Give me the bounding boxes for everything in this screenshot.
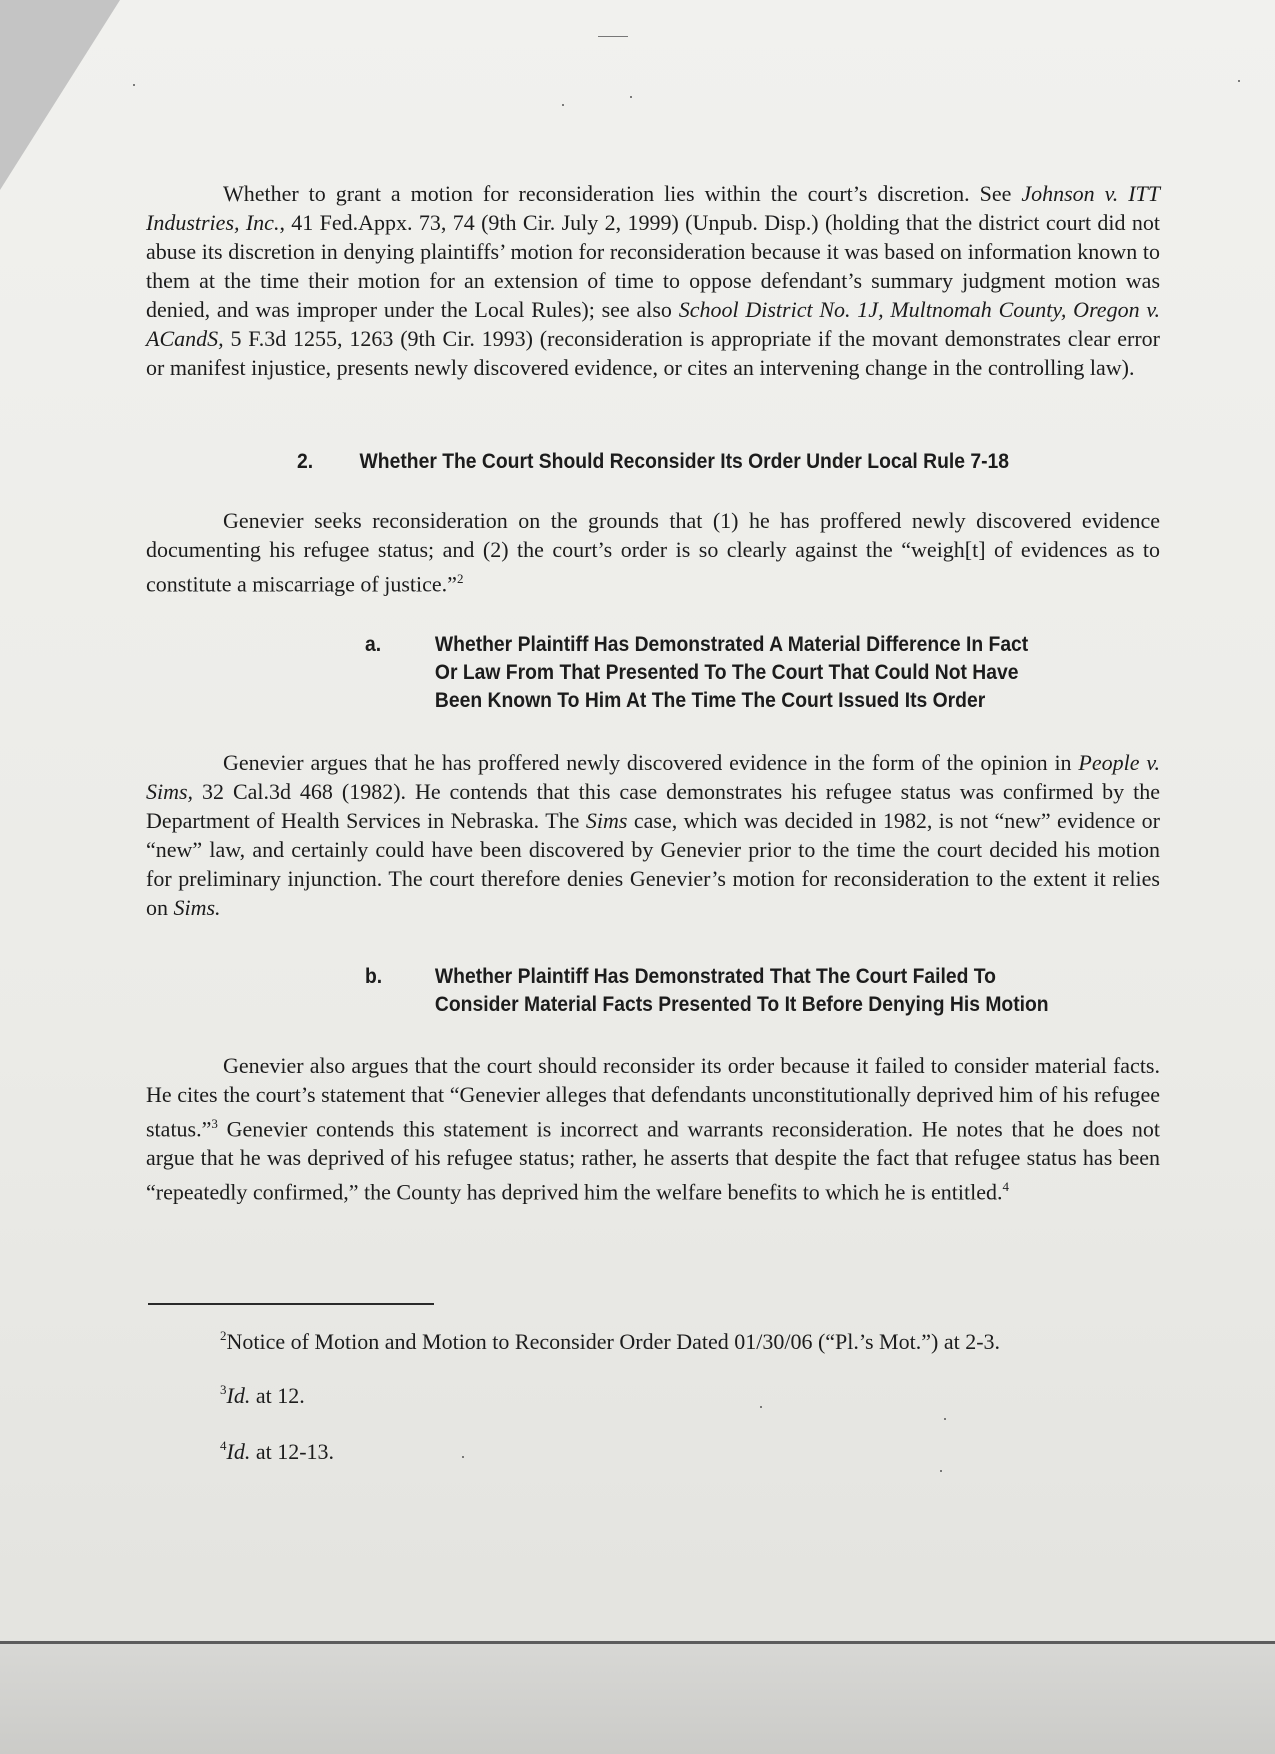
footnote-2	[220, 1322, 1000, 1356]
footnote-number: 2	[220, 1328, 227, 1343]
scan-speck	[630, 96, 632, 98]
footnote-text: Notice of Motion and Motion to Reconsider Order Dated 01/30/06 (“Pl.’s Mot.”) at 2-3.	[226, 1329, 1001, 1354]
subsection-title-line: Whether Plaintiff Has Demonstrated That The Court Failed To	[434, 965, 996, 988]
paragraph-grounds	[146, 506, 1160, 598]
paragraph-text: 32 Cal.3d 468 (1982). He contends that this case demonstrates his refugee status was confirmed by the Department of Health Services in Nebraska. The	[146, 779, 1160, 833]
scan-speck	[1238, 80, 1240, 82]
footnote-4	[220, 1432, 334, 1466]
section-number: 2.	[297, 450, 314, 473]
section-heading-2	[297, 448, 1125, 476]
paragraph-text: case, which was decided in 1982, is not “new” evidence or “new” law, and certainly could have been discovered by Genevier prior to the time the court decided his motion for preliminary injunction. The court therefore denies Genevier’s motion for reconsideration to the extent it relies on	[146, 808, 1160, 920]
paragraph-text: Genevier seeks reconsideration on the grounds that (1) he has proffered newly discovered evidence documenting his refugee status; and (2) the court’s order is so clearly against the “weigh[t] of evidences as to constitute a miscarriage of justice.”	[146, 508, 1160, 597]
scan-speck	[760, 1406, 762, 1408]
case-citation: School District No. 1J, Multnomah County, Oregon v. ACandS,	[146, 297, 1160, 351]
subsection-title-line: Consider Material Facts Presented To It Before Denying His Motion	[434, 993, 1049, 1016]
scan-speck	[462, 1456, 464, 1458]
subsection-letter: b.	[365, 965, 383, 988]
case-citation: Sims	[585, 808, 628, 833]
scan-speck	[133, 84, 135, 86]
case-citation: People v. Sims,	[146, 750, 1160, 804]
paragraph-text: , 41 Fed.Appx. 73, 74 (9th Cir. July 2, 1999) (Unpub. Disp.) (holding that the district court did not abuse its discretion in denying plaintiffs’ motion for reconsideration because it was based on information known to them at the time their motion for an extension of time to oppose defendant’s summary judgment motion was denied, and was improper under the Local Rules); see also	[146, 210, 1161, 322]
case-citation: Johnson v. ITT Industries, Inc.	[146, 181, 1160, 235]
paragraph-material-facts	[146, 1051, 1160, 1207]
paragraph-text: 5 F.3d 1255, 1263 (9th Cir. 1993) (reconsideration is appropriate if the movant demonstrates clear error or manifest injustice, presents newly discovered evidence, or cites an intervening change in the controlling law).	[146, 326, 1160, 380]
scan-speck	[562, 104, 564, 106]
footnote-ref[interactable]: 3	[211, 1116, 218, 1131]
paragraph-text: Genevier also argues that the court should reconsider its order because it failed to consider material facts. He cites the court’s statement that “Genevier alleges that defendants unconstitutionally deprived him of his refugee status.”	[146, 1053, 1160, 1142]
subsection-title-line: Been Known To Him At The Time The Court Issued Its Order	[434, 689, 986, 712]
paragraph-text: Genevier contends this statement is incorrect and warrants reconsideration. He notes that he does not argue that he was deprived of his refugee status; rather, he asserts that despite the fact that refugee status has been “repeatedly confirmed,” the County has deprived him the welfare benefits to which he is entitled.	[146, 1116, 1160, 1205]
paragraph-text: Whether to grant a motion for reconsideration lies within the court’s discretion. See	[223, 181, 1022, 206]
scanner-edge	[0, 1641, 1275, 1754]
subsection-letter: a.	[365, 633, 382, 656]
subsection-title-line: Whether Plaintiff Has Demonstrated A Material Difference In Fact	[434, 633, 1029, 656]
subsection-title-line: Or Law From That Presented To The Court That Could Not Have	[434, 661, 1019, 684]
scan-mark	[598, 36, 628, 37]
page-fold-corner	[0, 0, 120, 190]
footnote-prefix: Id.	[226, 1439, 251, 1464]
footnote-number: 3	[220, 1382, 227, 1397]
footnote-number: 4	[220, 1438, 227, 1453]
paragraph-sims-argument	[146, 748, 1160, 922]
footnote-3	[220, 1376, 305, 1410]
paragraph-reconsideration-standard	[146, 179, 1160, 382]
paragraph-text: Genevier argues that he has proffered newly discovered evidence in the form of the opinion in	[223, 750, 1079, 775]
footnote-text: at 12.	[250, 1383, 305, 1408]
scan-speck	[940, 1470, 942, 1472]
scan-speck	[944, 1418, 946, 1420]
footnote-prefix: Id.	[226, 1383, 251, 1408]
footnote-ref[interactable]: 2	[456, 571, 464, 586]
case-citation: Sims.	[173, 895, 221, 920]
footnote-text: at 12-13.	[250, 1439, 335, 1464]
section-title: Whether The Court Should Reconsider Its Order Under Local Rule 7-18	[359, 450, 1010, 473]
footnote-ref[interactable]: 4	[1002, 1179, 1009, 1195]
footnote-separator	[148, 1303, 434, 1305]
